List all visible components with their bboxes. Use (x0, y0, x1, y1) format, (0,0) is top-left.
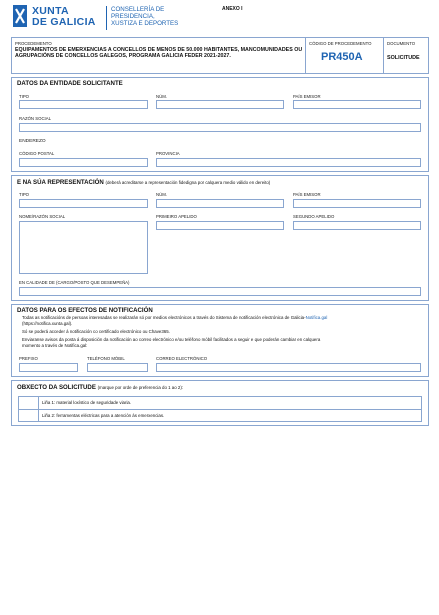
prefixo-field[interactable] (19, 363, 78, 372)
notification-title: DATOS PARA OS EFECTOS DE NOTIFICACIÓN (17, 307, 153, 314)
notifica-link[interactable]: Notifica.gal (305, 315, 328, 320)
procedure-divider (305, 37, 306, 74)
procedure-divider (383, 37, 384, 74)
rep-tipo-label: TIPO (19, 192, 30, 197)
object-column-divider (38, 396, 39, 422)
procedure-code-label: CÓDIGO DE PROCEDEMENTO (309, 41, 372, 46)
logo-wordmark: XUNTA DE GALICIA (32, 5, 96, 28)
rep-num-field[interactable] (156, 199, 284, 208)
applicant-pais-label: PAÍS EMISOR (293, 94, 321, 99)
document-value: SOLICITUDE (387, 55, 420, 61)
rep-nome-field[interactable] (19, 221, 148, 274)
applicant-cp-label: CÓDIGO POSTAL (19, 151, 55, 156)
rep-calidade-field[interactable] (19, 287, 421, 296)
applicant-razon-label: RAZÓN SOCIAL (19, 116, 51, 121)
rep-calidade-label: EN CALIDADE DE (CARGO/POSTO QUE DESEMPEÑA) (19, 280, 130, 285)
xunta-emblem-icon (13, 5, 27, 27)
line-2-preference-box[interactable] (20, 411, 36, 420)
line-1-label: Liña 1: material loxístico de seguridade viaria. (42, 400, 132, 405)
rep-tipo-field[interactable] (19, 199, 148, 208)
notification-url: (https://notifica.xunta.gal). (22, 321, 73, 326)
rep-pais-field[interactable] (293, 199, 421, 208)
applicant-enderezo-label: ENDEREZO (19, 139, 46, 144)
notification-paragraph-3b: momento a través de Notifica.gal: (22, 343, 88, 348)
representative-title: E NA SÚA REPRESENTACIÓN (deberá acreditarse a representación fidedigna por calquera medio válido en dereito) (17, 179, 271, 186)
telefono-label: TELÉFONO MÓBIL (87, 356, 125, 361)
rep-apelido2-field[interactable] (293, 221, 421, 230)
procedure-code: PR450A (321, 51, 363, 63)
rep-apelido2-label: SEGUNDO APELIDO (293, 214, 335, 219)
prefixo-label: PREFIXO (19, 356, 38, 361)
notification-paragraph-1: Todas as notificacións de persoas interesadas se realizarán só por medios electrónicos a través do Sistema de notificación electrónica de Galicia-Notifica.gal (22, 315, 328, 320)
notification-paragraph-3: Enviaranse avisos da posta á disposición da notificación ao correo electrónico e/ou teléfono móbil facilitados a seguir e que poderán cambiar en calquera (22, 337, 321, 342)
rep-apelido1-label: PRIMEIRO APELIDO (156, 214, 197, 219)
xunta-logo (13, 5, 193, 31)
correo-field[interactable] (156, 363, 421, 372)
telefono-field[interactable] (87, 363, 148, 372)
applicant-provincia-label: PROVINCIA (156, 151, 180, 156)
correo-label: CORREO ELECTRÓNICO (156, 356, 208, 361)
applicant-tipo-field[interactable] (19, 100, 148, 109)
rep-num-label: NÚM. (156, 192, 167, 197)
rep-apelido1-field[interactable] (156, 221, 284, 230)
rep-pais-label: PAÍS EMISOR (293, 192, 321, 197)
anexo-label: ANEXO I (222, 6, 243, 12)
object-row-divider (18, 409, 422, 410)
applicant-razon-field[interactable] (19, 123, 421, 132)
logo-divider (106, 6, 107, 30)
applicant-title: DATOS DA ENTIDADE SOLICITANTE (17, 80, 123, 87)
applicant-pais-field[interactable] (293, 100, 421, 109)
applicant-provincia-field[interactable] (156, 158, 421, 167)
applicant-num-field[interactable] (156, 100, 284, 109)
object-title: OBXECTO DA SOLICITUDE (marque por orde de preferencia do 1 ao 2): (17, 384, 184, 391)
line-1-preference-box[interactable] (20, 398, 36, 407)
procedure-title: EQUIPAMENTOS DE EMERXENCIAS A CONCELLOS DE MENOS DE 50.000 HABITANTES, MANCOMUNIDADES OU AGRUPACIÓNS DE CONCELLOS GALEGOS, PROGRAMA GALICIA FEDER 2021-2027. (15, 47, 303, 60)
notification-paragraph-2: Só se poderá acceder á notificación co certificado electrónico ou Chave365. (22, 329, 170, 334)
document-label: DOCUMENTO (387, 41, 416, 46)
procedure-label: PROCEDEMENTO (15, 41, 52, 46)
applicant-cp-field[interactable] (19, 158, 148, 167)
rep-nome-label: NOME/RAZÓN SOCIAL (19, 214, 66, 219)
applicant-tipo-label: TIPO (19, 94, 30, 99)
conselleria-name: CONSELLERÍA DE PRESIDENCIA, XUSTIZA E DEPORTES (111, 6, 179, 28)
line-2-label: Liña 2: ferramentas eléctricas para a atención ás emerxencias. (42, 413, 165, 418)
applicant-num-label: NÚM. (156, 94, 167, 99)
